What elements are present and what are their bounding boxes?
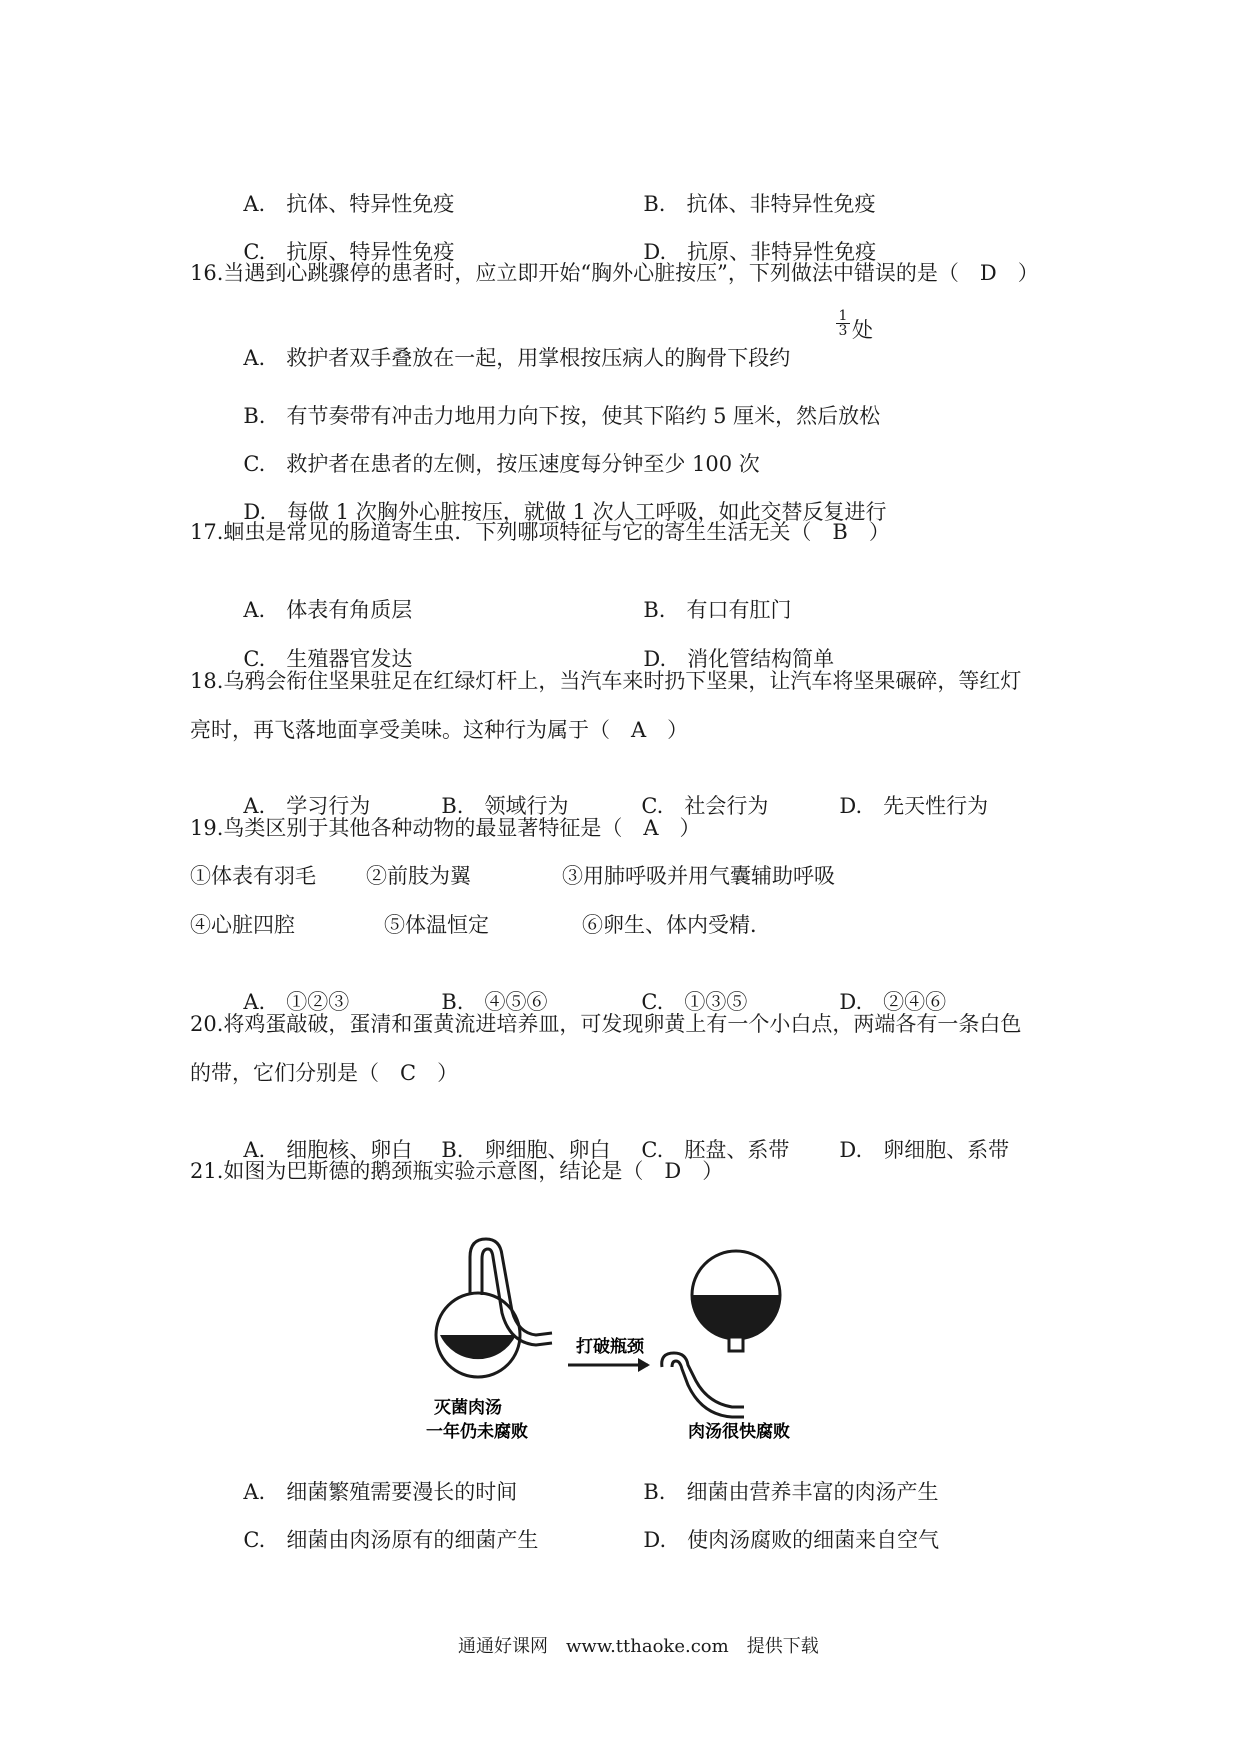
q19-stem: 19.鸟类区别于其他各种动物的最显著特征是（ A ） <box>190 816 701 840</box>
option-letter: D. <box>643 647 667 671</box>
option-text: ①③⑤ <box>684 990 748 1014</box>
option-letter: C. <box>243 1528 266 1552</box>
swan-neck-flask-figure <box>426 1225 816 1440</box>
option-text: 消化管结构简单 <box>687 647 835 671</box>
q19-item-3: ③用肺呼吸并用气囊辅助呼吸 <box>562 864 835 888</box>
option-text: 每做 1 次胸外心脏按压，就做 1 次人工呼吸，如此交替反复进行 <box>287 500 887 524</box>
option-text: 抗体、特异性免疫 <box>286 192 455 216</box>
option-text: ④⑤⑥ <box>484 990 548 1014</box>
q17-option-b <box>630 568 791 624</box>
option-letter: A. <box>243 598 266 622</box>
q20-option-a <box>230 1108 412 1164</box>
option-text: 体表有角质层 <box>286 598 413 622</box>
option-text: 生殖器官发达 <box>286 647 413 671</box>
option-letter: C. <box>243 240 266 264</box>
fraction-numerator: 1 <box>836 309 850 324</box>
option-text: 有节奏带有冲击力地用力向下按，使其下陷约 5 厘米，然后放松 <box>286 404 881 428</box>
option-letter: D. <box>643 240 667 264</box>
option-letter: C. <box>641 1138 664 1162</box>
option-letter: B. <box>643 1480 666 1504</box>
arrow-head-icon <box>638 1358 650 1372</box>
broken-swan-neck-inner <box>672 1361 744 1417</box>
option-text: 使肉汤腐败的细菌来自空气 <box>687 1528 940 1552</box>
q21-stem: 21.如图为巴斯德的鹅颈瓶实验示意图，结论是（ D ） <box>190 1159 724 1183</box>
right-flask-neck-stub <box>729 1337 743 1351</box>
page-footer: 通通好课网 www.tthaoke.com 提供下载 <box>458 1636 819 1657</box>
option-letter: A. <box>243 346 266 370</box>
fraction-one-third <box>836 309 850 338</box>
option-text: 有口有肛门 <box>686 598 792 622</box>
left-caption-1: 灭菌肉汤 <box>434 1398 502 1418</box>
option-text: 细菌由肉汤原有的细菌产生 <box>286 1528 539 1552</box>
option-text: 抗体、非特异性免疫 <box>686 192 876 216</box>
q20-stem-line2: 的带，它们分别是（ C ） <box>190 1061 459 1085</box>
option-letter: C. <box>243 452 266 476</box>
option-letter: B. <box>643 192 666 216</box>
q20-option-d <box>826 1108 1009 1164</box>
q18-option-d <box>826 764 988 820</box>
option-text: 救护者在患者的左侧，按压速度每分钟至少 100 次 <box>286 452 760 476</box>
option-letter: D. <box>643 1528 667 1552</box>
q19-item-4: ④心脏四腔 <box>190 913 295 937</box>
q17-option-d <box>630 617 834 673</box>
option-text: 先天性行为 <box>883 794 989 818</box>
right-flask-broth <box>692 1295 780 1339</box>
option-letter: C. <box>641 794 664 818</box>
option-text: 胚盘、系带 <box>684 1138 790 1162</box>
q20-stem-line1: 20.将鸡蛋敲破，蛋清和蛋黄流进培养皿，可发现卵黄上有一个小白点，两端各有一条白色 <box>190 1012 1022 1036</box>
q18-option-c <box>628 764 768 820</box>
option-letter: D. <box>839 1138 863 1162</box>
q19-option-b <box>428 960 547 1016</box>
option-letter: B. <box>441 990 464 1014</box>
q19-item-1: ①体表有羽毛 <box>190 864 316 888</box>
right-caption: 肉汤很快腐败 <box>688 1422 790 1440</box>
q18-stem-line1: 18.乌鸦会衔住坚果驻足在红绿灯杆上，当汽车来时扔下坚果，让汽车将坚果碾碎，等红灯 <box>190 669 1022 693</box>
option-text: ①②③ <box>286 990 350 1014</box>
q18-option-b <box>428 764 568 820</box>
option-letter: A. <box>243 794 266 818</box>
option-text: 抗原、特异性免疫 <box>286 240 455 264</box>
q15-option-d <box>630 210 876 266</box>
q19-option-c <box>628 960 747 1016</box>
option-letter: B. <box>243 404 266 428</box>
option-letter: B. <box>441 1138 464 1162</box>
q19-item-5: ⑤体温恒定 <box>384 913 489 937</box>
flask-diagram <box>426 1225 816 1440</box>
q21-option-d <box>630 1498 939 1554</box>
q16-option-a <box>230 316 790 372</box>
option-letter: D. <box>839 794 863 818</box>
q16-stem: 16.当遇到心跳骤停的患者时，应立即开始“胸外心脏按压”，下列做法中错误的是（ D ） <box>190 261 1039 285</box>
option-text: 领域行为 <box>484 794 569 818</box>
q17-stem: 17.蛔虫是常见的肠道寄生虫．下列哪项特征与它的寄生生活无关（ B ） <box>190 520 890 544</box>
option-text: 学习行为 <box>286 794 371 818</box>
q15-option-c <box>230 210 454 266</box>
fraction-denominator: 3 <box>838 323 848 339</box>
q19-item-2: ②前肢为翼 <box>366 864 471 888</box>
option-letter: A. <box>243 1480 266 1504</box>
option-text: 抗原、非特异性免疫 <box>687 240 877 264</box>
q19-item-6: ⑥卵生、体内受精． <box>582 913 771 937</box>
fraction-suffix: 处 <box>852 318 873 342</box>
option-letter: A. <box>243 192 266 216</box>
q17-option-c <box>230 617 412 673</box>
option-text: 卵细胞、系带 <box>883 1138 1010 1162</box>
option-letter: B. <box>441 794 464 818</box>
option-letter: B. <box>643 598 666 622</box>
option-text: 细菌繁殖需要漫长的时间 <box>286 1480 518 1504</box>
arrow-label: 打破瓶颈 <box>576 1337 644 1357</box>
q17-option-a <box>230 568 412 624</box>
option-letter: D. <box>839 990 863 1014</box>
q18-option-a <box>230 764 370 820</box>
option-text: 社会行为 <box>684 794 769 818</box>
option-text: 细菌由营养丰富的肉汤产生 <box>686 1480 939 1504</box>
q19-option-d <box>826 960 946 1016</box>
q21-option-c <box>230 1498 538 1554</box>
option-letter: C. <box>641 990 664 1014</box>
q20-option-c <box>628 1108 789 1164</box>
option-text: 卵细胞、卵白 <box>484 1138 611 1162</box>
q20-option-b <box>428 1108 610 1164</box>
q18-stem-line2: 亮时，再飞落地面享受美味。这种行为属于（ A ） <box>190 718 689 742</box>
option-text: 救护者双手叠放在一起，用掌根按压病人的胸骨下段约 <box>286 346 791 370</box>
option-letter: D. <box>243 500 267 524</box>
q19-option-a <box>230 960 349 1016</box>
option-letter: A. <box>243 990 266 1014</box>
left-caption-2: 一年仍未腐败 <box>426 1422 528 1440</box>
option-text: 细胞核、卵白 <box>286 1138 413 1162</box>
option-letter: C. <box>243 647 266 671</box>
option-letter: A. <box>243 1138 266 1162</box>
option-text: ②④⑥ <box>883 990 947 1014</box>
